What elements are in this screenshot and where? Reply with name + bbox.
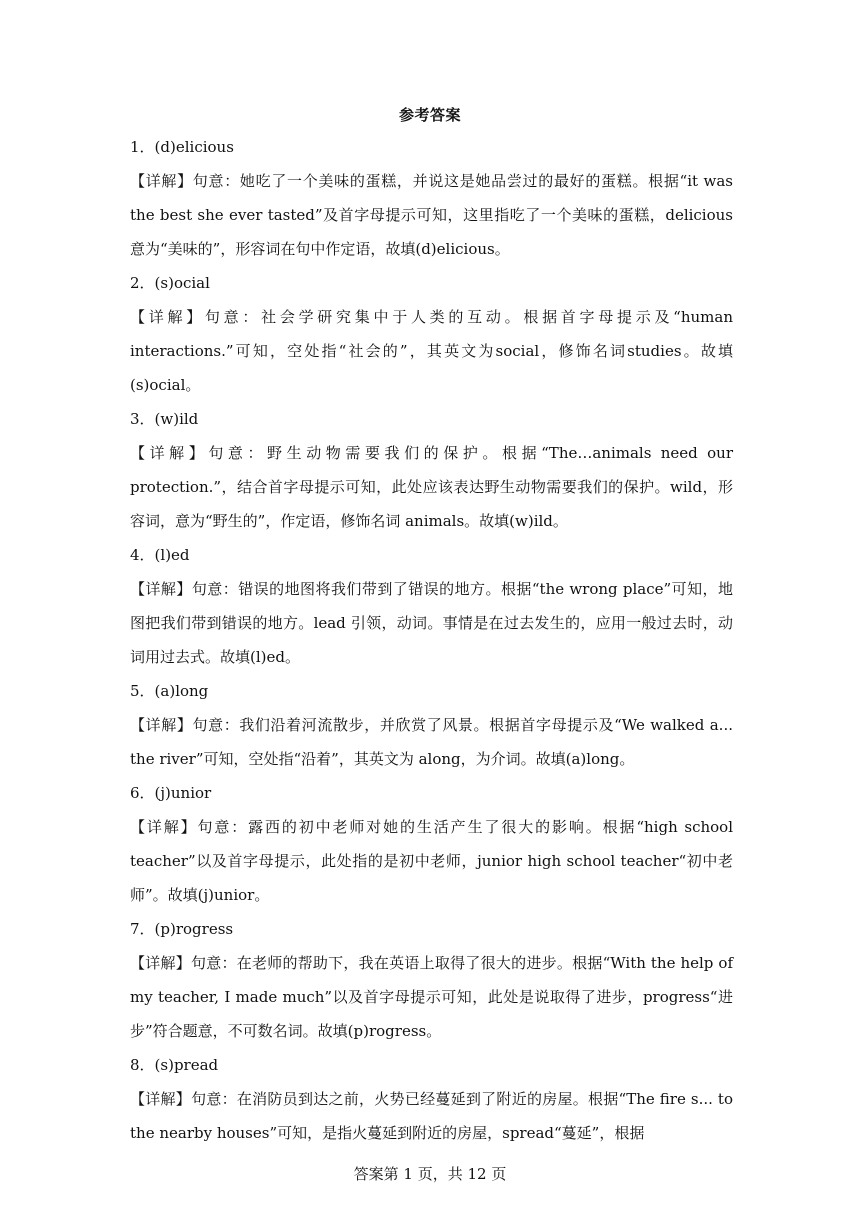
- answer-item: [130, 266, 733, 402]
- answer-item: [130, 130, 733, 266]
- answer-item: [130, 912, 733, 1048]
- answer-detail: 【详解】句意：她吃了一个美味的蛋糕，并说这是她品尝过的最好的蛋糕。根据“it was the best she ever tasted”及首字母提示可知，这里指吃了一个美味的蛋糕，delicious 意为“美味的”，形容词在句中作定语，故填(d)elicious。: [130, 172, 733, 258]
- answer-detail: 【详解】句意：错误的地图将我们带到了错误的地方。根据“the wrong place”可知，地图把我们带到错误的地方。lead 引领，动词。事情是在过去发生的，应用一般过去时，动词用过去式。故填(l)ed。: [130, 580, 733, 666]
- answer-item: [130, 776, 733, 912]
- answer-number: 5．(a)long: [130, 682, 209, 700]
- answer-item: [130, 402, 733, 538]
- answer-item: [130, 538, 733, 674]
- answer-number: 1．(d)elicious: [130, 138, 234, 156]
- answer-list: [130, 130, 733, 1150]
- answer-detail: 【详解】句意：在老师的帮助下，我在英语上取得了很大的进步。根据“With the help of my teacher, I made much”以及首字母提示可知，此处是说取得了进步，progress“进步”符合题意，不可数名词。故填(p)rogress。: [130, 954, 733, 1040]
- page-title: 参考答案: [398, 106, 461, 124]
- answer-number: 6．(j)unior: [130, 784, 212, 802]
- answer-detail: 【详解】句意：露西的初中老师对她的生活产生了很大的影响。根据“high school teacher”以及首字母提示，此处指的是初中老师，junior high school teacher“初中老师”。故填(j)unior。: [130, 818, 733, 904]
- answer-detail: 【详解】句意：我们沿着河流散步，并欣赏了风景。根据首字母提示及“We walked a... the river”可知，空处指“沿着”，其英文为 along，为介词。故填(a)long。: [130, 716, 733, 768]
- answer-detail: 【详解】句意：社会学研究集中于人类的互动。根据首字母提示及“human interactions.”可知，空处指“社会的”，其英文为social，修饰名词studies。故填(s)ocial。: [130, 308, 733, 394]
- answer-detail: 【详解】句意：在消防员到达之前，火势已经蔓延到了附近的房屋。根据“The fire s... to the nearby houses”可知，是指火蔓延到附近的房屋，spread“蔓延”，根据: [130, 1090, 733, 1142]
- answer-number: 8．(s)pread: [130, 1056, 219, 1074]
- answer-number: 4．(l)ed: [130, 546, 190, 564]
- answer-item: [130, 1048, 733, 1150]
- answer-detail: 【详解】句意：野生动物需要我们的保护。根据“The…animals need our protection.”，结合首字母提示可知，此处应该表达野生动物需要我们的保护。wild，形容词，意为“野生的”，作定语，修饰名词 animals。故填(w)ild。: [130, 444, 733, 530]
- page-footer: 答案第 1 页，共 12 页: [353, 1165, 507, 1183]
- answer-item: [130, 674, 733, 776]
- answer-number: 3．(w)ild: [130, 410, 199, 428]
- answer-number: 2．(s)ocial: [130, 274, 210, 292]
- answer-number: 7．(p)rogress: [130, 920, 234, 938]
